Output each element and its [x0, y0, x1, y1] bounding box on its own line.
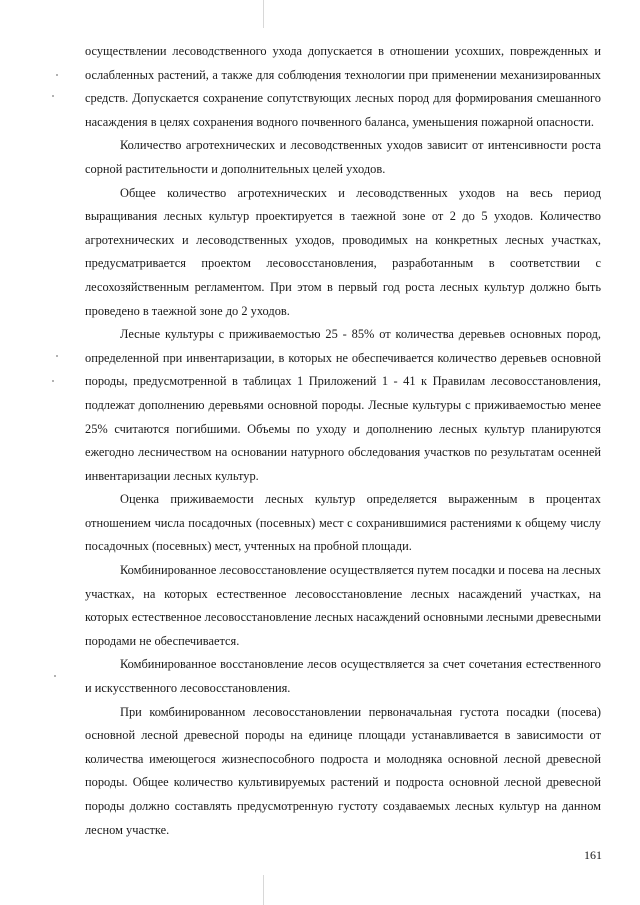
paragraph: Количество агротехнических и лесоводственных уходов зависит от интенсивности роста сорной растительности и дополнительных целей уходов. — [85, 138, 601, 176]
document-body — [85, 40, 601, 842]
scan-fold-mark — [263, 875, 264, 905]
paragraph: При комбинированном лесовосстановлении первоначальная густота посадки (посева) основной лесной древесной породы на единице площади устанавливается в зависимости от количества имеющегося жизнеспособного подроста и молодняка основной лесной древесной породы. Общее количество культивируемых растений и подроста основной лесной древесной породы должно составлять предусмотренную густоту создаваемых лесных культур на данном лесном участке. — [85, 704, 601, 837]
paragraph: Комбинированное лесовосстановление осуществляется путем посадки и посева на лесных участках, на которых естественное лесовосстановление лесных насаждений участках, на которых естественное лесовосстановление лесных насаждений основными лесными древесными породами не обеспечивается. — [85, 563, 601, 648]
paragraph: Комбинированное восстановление лесов осуществляется за счет сочетания естественного и искусственного лесовосстановления. — [85, 657, 601, 696]
scan-speck — [52, 95, 54, 97]
scan-speck — [56, 355, 58, 357]
scan-fold-mark — [263, 0, 264, 28]
paragraph: Общее количество агротехнических и лесоводственных уходов на весь период выращивания лесных культур проектируется в таежной зоне от 2 до 5 уходов. Количество агротехнических и лесоводственных уходов, проводимых на конкретных лесных участках, предусматривается проектом лесовосстановления, разработанным в соответствии с лесохозяйственным регламентом. При этом в первый год роста лесных культур должно быть проведено в таежной зоне до 2 уходов. — [85, 185, 601, 318]
paragraph: осуществлении лесоводственного ухода допускается в отношении усохших, поврежденных и ослабленных растений, а также для соблюдения технологии при применении механизированных средств. Допускается сохранение сопутствующих лесных пород для формирования смешанного насаждения в целях сохранения водного почвенного баланса, уменьшения пожарной опасности. — [85, 44, 601, 129]
scan-speck — [54, 675, 56, 677]
page-number: 161 — [584, 848, 602, 862]
paragraph: Оценка приживаемости лесных культур определяется выраженным в процентах отношением числа посадочных (посевных) мест с сохранившимися растениями к общему числу посадочных (посевных) мест, учтенных на пробной площади. — [85, 492, 601, 554]
paragraph: Лесные культуры с приживаемостью 25 - 85% от количества деревьев основных пород, определенной при инвентаризации, в которых не обеспечивается количество деревьев основной породы, предусмотренной в таблицах 1 Приложений 1 - 41 к Правилам лесовосстановления, подлежат дополнению деревьями основной породы. Лесные культуры с приживаемостью менее 25% считаются погибшими. Объемы по уходу и дополнению лесных культур планируются ежегодно лесничеством на основании натурного обследования участков по результатам осенней инвентаризации лесных культур. — [85, 327, 601, 483]
scan-speck — [56, 74, 58, 76]
scan-speck — [52, 380, 54, 382]
